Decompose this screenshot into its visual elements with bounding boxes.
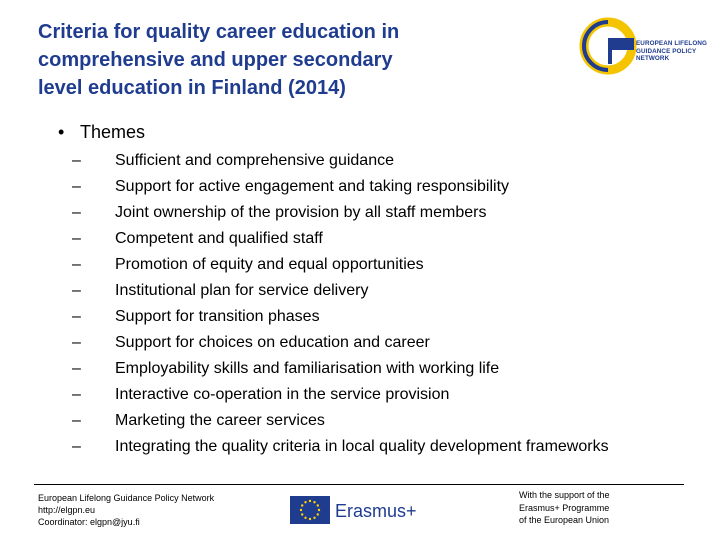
slide-title xyxy=(38,18,508,102)
themes-list xyxy=(72,148,609,460)
theme-text: Institutional plan for service delivery xyxy=(115,282,369,299)
theme-text: Competent and qualified staff xyxy=(115,230,323,247)
dash-marker: – xyxy=(72,282,81,299)
logo-text-line-3: NETWORK xyxy=(636,55,670,62)
list-item xyxy=(72,434,609,460)
dash-marker: – xyxy=(72,152,81,169)
dash-marker: – xyxy=(72,204,81,221)
footer-support-note xyxy=(519,489,610,527)
theme-text: Marketing the career services xyxy=(115,412,325,429)
support-line-2: Erasmus+ Programme xyxy=(519,502,610,513)
erasmus-wordmark: Erasmus+ xyxy=(335,501,417,521)
logo-text-line-1: EUROPEAN LIFELONG xyxy=(636,40,707,47)
dash-marker: – xyxy=(72,438,81,455)
list-item xyxy=(72,382,609,408)
title-line-2: comprehensive and upper secondary xyxy=(38,49,393,71)
title-line-1: Criteria for quality career education in xyxy=(38,21,400,43)
footer-url[interactable]: http://elgpn.eu xyxy=(38,505,96,515)
erasmus-logo xyxy=(290,496,420,526)
elgpn-logo xyxy=(578,16,708,76)
dash-marker: – xyxy=(72,230,81,247)
logo-text-line-2: GUIDANCE POLICY xyxy=(636,47,697,55)
list-item xyxy=(72,304,609,330)
theme-text: Support for active engagement and taking responsibility xyxy=(115,178,510,195)
theme-text: Interactive co-operation in the service provision xyxy=(115,386,450,403)
footer-divider xyxy=(34,484,684,485)
list-item xyxy=(72,356,609,382)
list-item xyxy=(72,408,609,434)
dash-marker: – xyxy=(72,412,81,429)
bullet-marker: • xyxy=(58,122,65,142)
themes-label: Themes xyxy=(80,122,146,142)
dash-marker: – xyxy=(72,178,81,195)
list-item xyxy=(72,226,609,252)
list-item xyxy=(72,148,609,174)
support-line-3: of the European Union xyxy=(519,515,610,525)
list-item xyxy=(72,278,609,304)
elgpn-logo-mark xyxy=(578,16,640,76)
dash-marker: – xyxy=(72,386,81,403)
footer-network-name: European Lifelong Guidance Policy Network xyxy=(38,493,215,503)
theme-text: Support for choices on education and career xyxy=(115,334,430,351)
footer-coordinator[interactable]: Coordinator: elgpn@jyu.fi xyxy=(38,517,140,527)
theme-text: Promotion of equity and equal opportunities xyxy=(115,256,424,273)
theme-text: Joint ownership of the provision by all staff members xyxy=(115,204,487,221)
dash-marker: – xyxy=(72,256,81,273)
theme-text: Support for transition phases xyxy=(115,308,320,325)
dash-marker: – xyxy=(72,308,81,325)
elgpn-logo-text xyxy=(636,40,707,63)
list-item xyxy=(72,330,609,356)
theme-text: Integrating the quality criteria in local quality development frameworks xyxy=(115,438,609,455)
list-item xyxy=(72,174,609,200)
dash-marker: – xyxy=(72,334,81,351)
themes-heading xyxy=(58,121,145,143)
dash-marker: – xyxy=(72,360,81,377)
eu-flag-icon xyxy=(290,496,330,524)
theme-text: Employability skills and familiarisation with working life xyxy=(115,360,500,377)
support-line-1: With the support of the xyxy=(519,490,610,500)
footer-contact xyxy=(38,492,214,528)
list-item xyxy=(72,200,609,226)
theme-text: Sufficient and comprehensive guidance xyxy=(115,152,394,169)
list-item xyxy=(72,252,609,278)
title-line-3: level education in Finland (2014) xyxy=(38,77,346,99)
